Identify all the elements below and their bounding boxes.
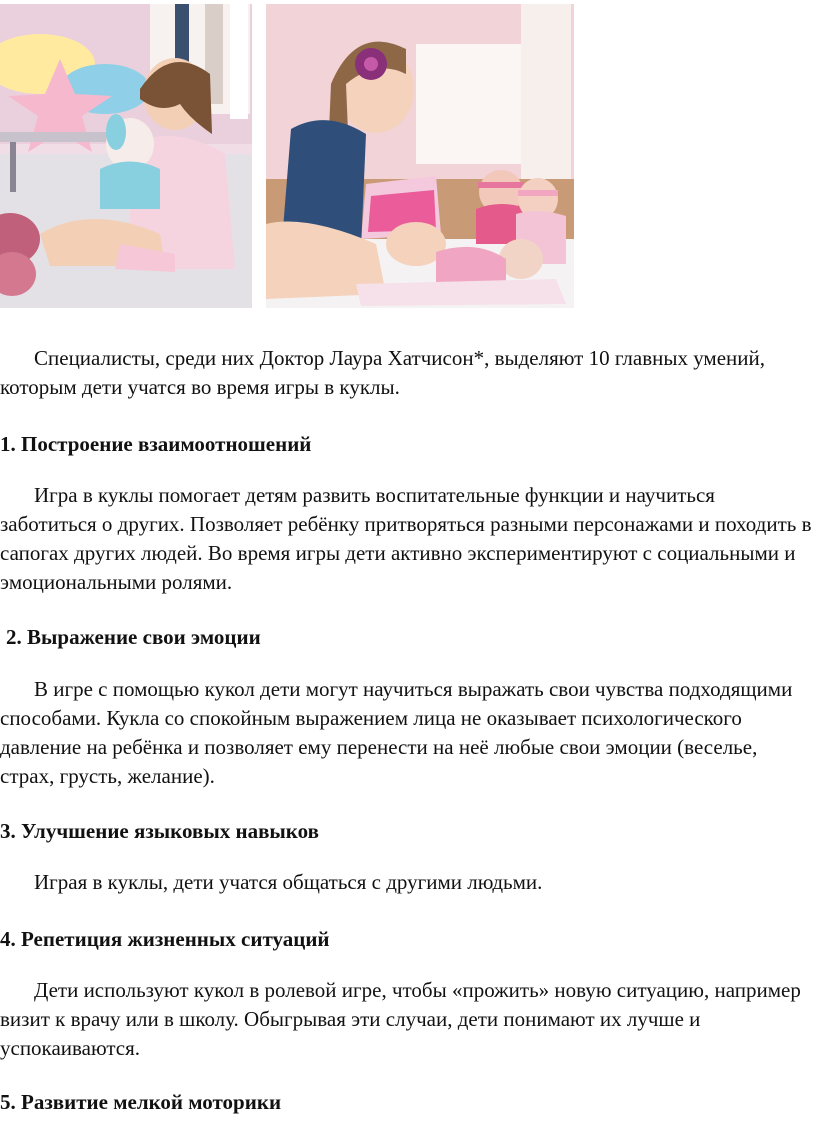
section-text-life-situations: Дети используют кукол в ролевой игре, чтобы «прожить» новую ситуацию, например визит к врачу или в школу. Обыгрывая эти случаи, дети понимают их лучше и успокаиваются. [0, 978, 801, 1060]
photo-girl-with-dolls [266, 4, 574, 308]
section-text-relationships: Игра в куклы помогает детям развить воспитательные функции и научиться заботиться о других. Позволяет ребёнку притворяться разными персонажами и походить в сапогах других людей. Во время игры дети активно экспериментируют с социальными и эмоциональными ролями. [0, 483, 812, 594]
section-heading-life-situations: 4. Репетиция жизненных ситуаций [0, 927, 330, 951]
section-heading-language: 3. Улучшение языковых навыков [0, 819, 319, 843]
section-text-emotions: В игре с помощью кукол дети могут научиться выражать свои чувства подходящими способами. Кукла со спокойным выражением лица не оказывает психологического давление на ребёнка и позволяет ему перенести на неё любые свои эмоции (веселье, страх, грусть, желание). [0, 677, 793, 788]
section-heading-fine-motor: 5. Развитие мелкой моторики [0, 1090, 282, 1114]
section-heading-emotions: 2. Выражение свои эмоции [6, 625, 261, 649]
section-text-language: Играя в куклы, дети учатся общаться с другими людьми. [34, 870, 543, 894]
intro-paragraph: Специалисты, среди них Доктор Лаура Хатчисон*, выделяют 10 главных умений, которым дети учатся во время игры в куклы. [0, 346, 766, 399]
photo-girl-with-doll-illustration [0, 4, 252, 308]
photo-girl-with-dolls-illustration [266, 4, 574, 308]
photo-girl-with-doll [0, 4, 252, 308]
section-heading-relationships: 1. Построение взаимоотношений [0, 432, 312, 456]
